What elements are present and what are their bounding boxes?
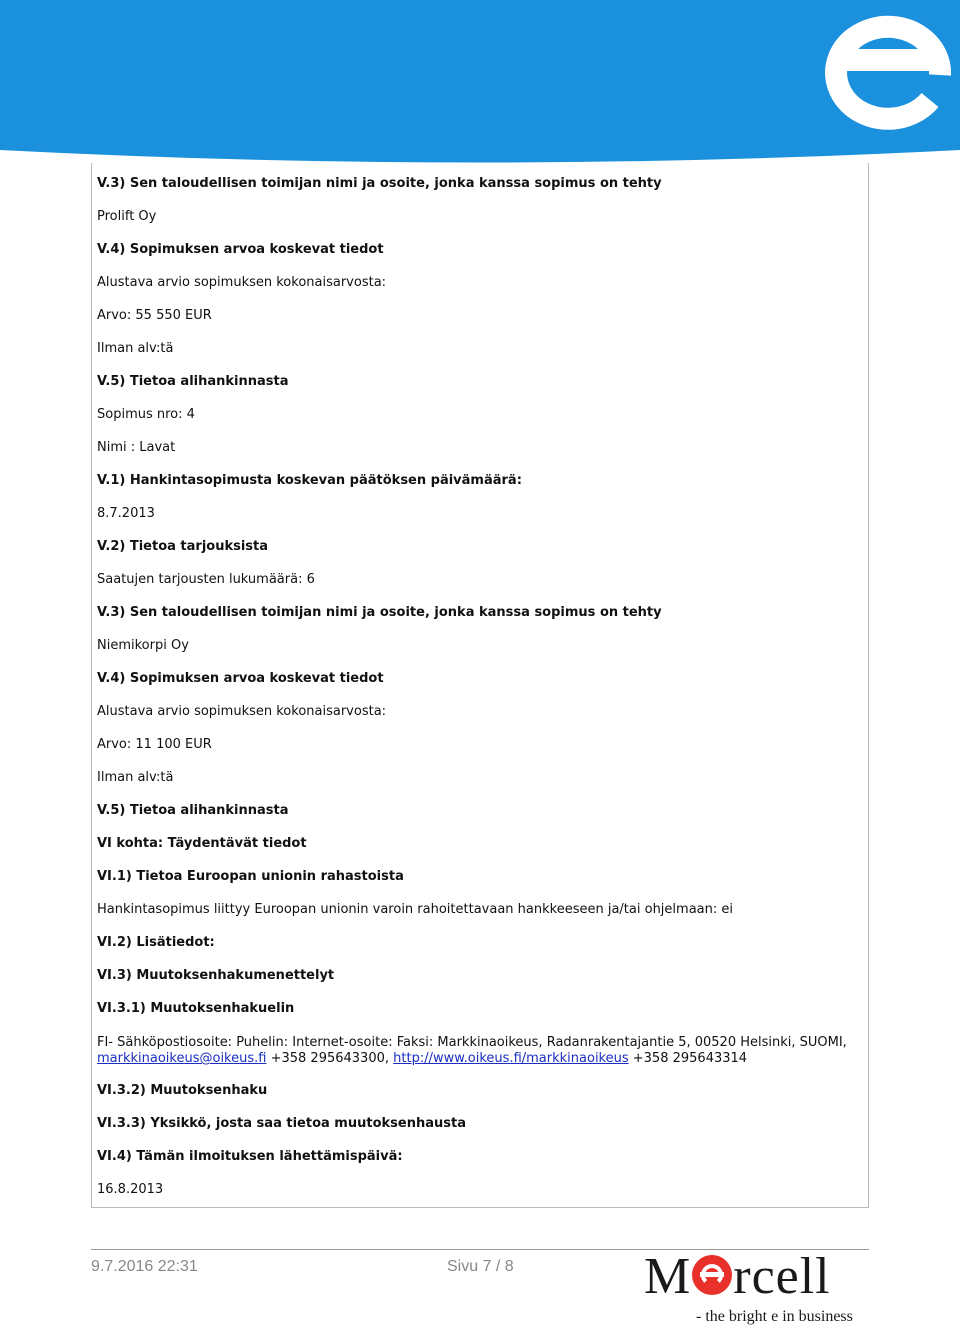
section-heading: VI.3.3) Yksikkö, josta saa tietoa muutoksenhausta xyxy=(97,1116,466,1131)
website-link[interactable]: http://www.oikeus.fi/markkinaoikeus xyxy=(393,1051,629,1066)
section-heading: V.5) Tietoa alihankinnasta xyxy=(97,374,289,389)
section-text: Prolift Oy xyxy=(97,209,157,224)
section-heading: V.2) Tietoa tarjouksista xyxy=(97,539,269,554)
section-text: Nimi : Lavat xyxy=(97,440,176,455)
section-heading: VI.3.2) Muutoksenhaku xyxy=(97,1083,268,1098)
section-text: Ilman alv:tä xyxy=(97,341,174,356)
fax-text: +358 295643314 xyxy=(628,1051,748,1066)
section-heading: VI.2) Lisätiedot: xyxy=(97,935,215,950)
email-link[interactable]: markkinaoikeus@oikeus.fi xyxy=(97,1051,267,1066)
address-line: FI- Sähköpostiosoite: Puhelin: Internet-osoite: Faksi: Markkinaoikeus, Radanrakentajantie 5, 00520 Helsinki, SUOMI, xyxy=(97,1035,847,1050)
section-heading: V.3) Sen taloudellisen toimijan nimi ja osoite, jonka kanssa sopimus on tehty xyxy=(97,176,662,191)
marcell-logo xyxy=(640,1248,870,1327)
logo-tagline: - the bright e in business xyxy=(696,1308,853,1325)
logo-e-icon xyxy=(692,1255,732,1295)
section-text: Hankintasopimus liittyy Euroopan unionin varoin rahoitettavaan hankkeeseen ja/tai ohjelmaan: ei xyxy=(97,902,733,917)
phone-text: +358 295643300, xyxy=(266,1051,394,1066)
section-text: 8.7.2013 xyxy=(97,506,155,521)
header-banner xyxy=(0,0,960,165)
logo-wordmark: M rcell xyxy=(644,1248,831,1305)
section-heading: VI.3) Muutoksenhakumenettelyt xyxy=(97,968,335,983)
section-heading: V.3) Sen taloudellisen toimijan nimi ja osoite, jonka kanssa sopimus on tehty xyxy=(97,605,662,620)
section-heading: V.5) Tietoa alihankinnasta xyxy=(97,803,289,818)
section-heading: V.1) Hankintasopimusta koskevan päätöksen päivämäärä: xyxy=(97,473,522,488)
header-e-logo-icon xyxy=(0,0,960,165)
section-text: Alustava arvio sopimuksen kokonaisarvosta: xyxy=(97,704,387,719)
section-heading: V.4) Sopimuksen arvoa koskevat tiedot xyxy=(97,242,384,257)
page-number: Sivu 7 / 8 xyxy=(447,1258,514,1275)
section-text: Ilman alv:tä xyxy=(97,770,174,785)
review-body-address xyxy=(97,1035,847,1067)
section-text: Alustava arvio sopimuksen kokonaisarvosta: xyxy=(97,275,387,290)
print-datetime: 9.7.2016 22:31 xyxy=(91,1258,198,1275)
section-text: Arvo: 55 550 EUR xyxy=(97,308,212,323)
section-heading: VI.4) Tämän ilmoituksen lähettämispäivä: xyxy=(97,1149,403,1164)
section-text: Arvo: 11 100 EUR xyxy=(97,737,212,752)
section-text: Saatujen tarjousten lukumäärä: 6 xyxy=(97,572,315,587)
section-heading: V.4) Sopimuksen arvoa koskevat tiedot xyxy=(97,671,384,686)
section-text: Niemikorpi Oy xyxy=(97,638,189,653)
section-text: Sopimus nro: 4 xyxy=(97,407,195,422)
section-heading: VI.3.1) Muutoksenhakuelin xyxy=(97,1001,295,1016)
section-heading: VI kohta: Täydentävät tiedot xyxy=(97,836,307,851)
section-text: 16.8.2013 xyxy=(97,1182,164,1197)
section-heading: VI.1) Tietoa Euroopan unionin rahastoista xyxy=(97,869,404,884)
